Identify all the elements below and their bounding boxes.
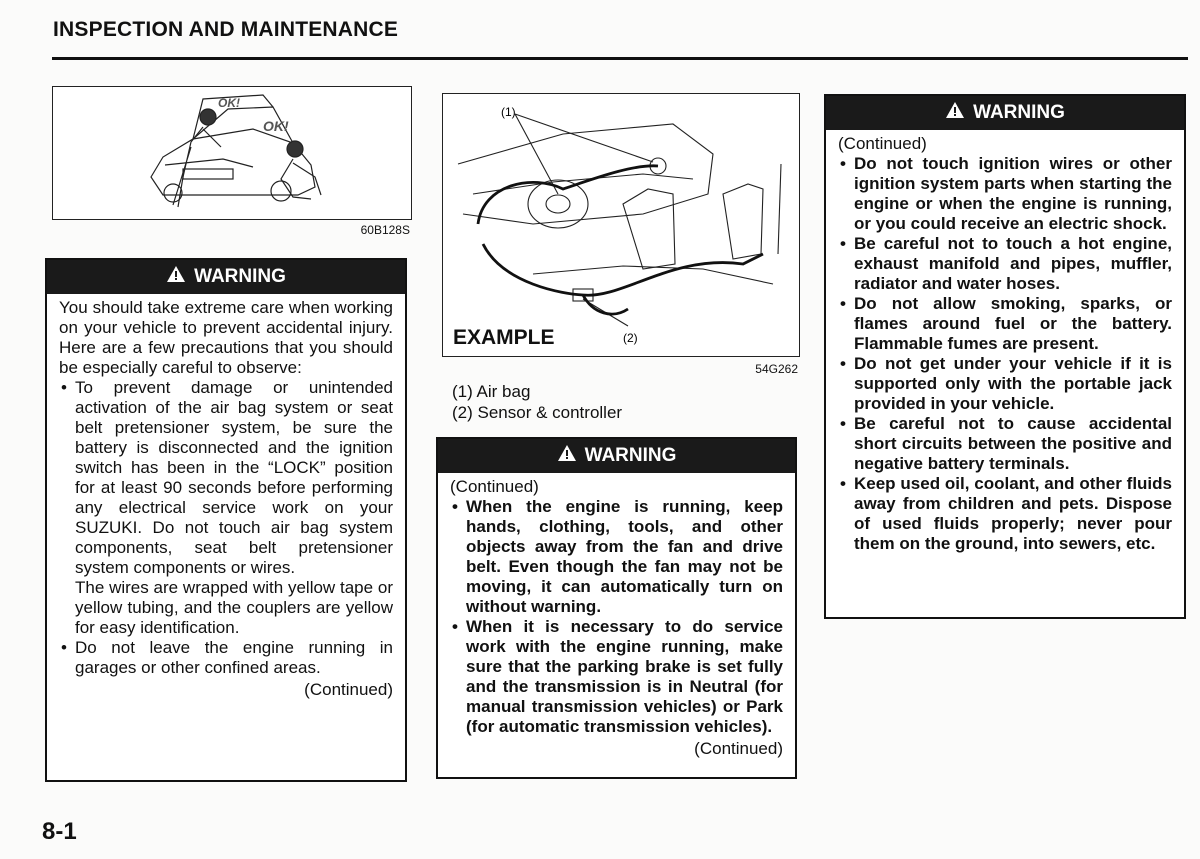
warning-body xyxy=(438,473,795,765)
header-rule xyxy=(52,57,1188,60)
list-item: • Do not leave the engine running in garages or other confined areas. xyxy=(59,638,393,678)
warning-list xyxy=(59,378,393,678)
list-item: • When it is necessary to do service work with the engine running, make sure that the parking brake is set fully and the transmission is in Neutral (for manual transmission vehicles) or Park (for automatic transmission vehicles). xyxy=(450,617,783,737)
continued-top-label: (Continued) xyxy=(838,134,927,153)
ok-label-1: OK! xyxy=(218,96,240,110)
warning-list xyxy=(450,497,783,737)
warning-intro: You should take extreme care when working on your vehicle to prevent accidental injury. Here are a few precautions that you should be especially careful to observe: xyxy=(59,298,393,377)
warning-box-right xyxy=(824,94,1186,619)
page-title: INSPECTION AND MAINTENANCE xyxy=(53,18,399,41)
airbag-diagram xyxy=(443,94,799,356)
list-item: • Do not allow smoking, sparks, or flames around fuel or the battery. Flammable fumes are present. xyxy=(838,294,1172,354)
warning-body xyxy=(47,294,405,706)
warning-box-left xyxy=(45,258,407,782)
warning-heading: WARNING xyxy=(194,266,286,287)
warning-header xyxy=(438,439,795,473)
list-item xyxy=(59,378,393,638)
figure2-code: 54G262 xyxy=(755,362,798,376)
warning-header xyxy=(47,260,405,294)
warning-triangle-icon xyxy=(945,101,965,125)
list-item-text: • To prevent damage or unintended activation of the air bag system or seat belt pretensioner system, be sure the battery is disconnected and the ignition switch has been in the “LOCK” position for at least 90 seconds before performing any electrical service work on your SUZUKI. Do not touch air bag system components, seat belt pretensioner system components or wires. xyxy=(75,378,393,577)
caption-sensor: (2) Sensor & controller xyxy=(452,403,623,422)
caption-airbag: (1) Air bag xyxy=(452,382,531,401)
warning-heading: WARNING xyxy=(584,445,677,466)
warning-body xyxy=(826,130,1184,560)
continued-label: (Continued) xyxy=(694,739,783,758)
warning-triangle-icon xyxy=(557,444,577,468)
figure2-captions xyxy=(452,381,622,423)
callout-1: (1) xyxy=(501,105,516,119)
warning-triangle-icon xyxy=(166,265,186,289)
figure1-code: 60B128S xyxy=(360,223,410,237)
warning-header xyxy=(826,96,1184,130)
list-item: • Be careful not to touch a hot engine, exhaust manifold and pipes, muffler, radiator and water hoses. xyxy=(838,234,1172,294)
continued-label: (Continued) xyxy=(304,680,393,699)
list-item: • Do not get under your vehicle if it is supported only with the portable jack provided in your vehicle. xyxy=(838,354,1172,414)
continued-top-label: (Continued) xyxy=(450,477,539,496)
figure-mechanics xyxy=(52,86,412,220)
example-label: EXAMPLE xyxy=(453,326,555,349)
ok-label-2: OK! xyxy=(263,118,289,134)
warning-box-middle xyxy=(436,437,797,779)
list-item: • Keep used oil, coolant, and other fluids away from children and pets. Dispose of used fluids properly; never pour them on the ground, into sewers, etc. xyxy=(838,474,1172,554)
warning-heading: WARNING xyxy=(973,102,1065,123)
list-item: • Do not touch ignition wires or other ignition system parts when starting the engine or when the engine is running, or you could receive an electric shock. xyxy=(838,154,1172,234)
page-number: 8-1 xyxy=(42,818,77,845)
warning-list xyxy=(838,154,1172,554)
callout-2: (2) xyxy=(623,331,638,345)
figure-airbag xyxy=(442,93,800,357)
mechanics-illustration xyxy=(53,87,411,219)
list-item: • Be careful not to cause accidental short circuits between the positive and negative battery terminals. xyxy=(838,414,1172,474)
list-item-text-2: The wires are wrapped with yellow tape or yellow tubing, and the couplers are yellow for easy identification. xyxy=(75,578,393,637)
list-item: • When the engine is running, keep hands, clothing, tools, and other objects away from the fan and drive belt. Even though the fan may not be moving, it can automatically turn on without warning. xyxy=(450,497,783,617)
